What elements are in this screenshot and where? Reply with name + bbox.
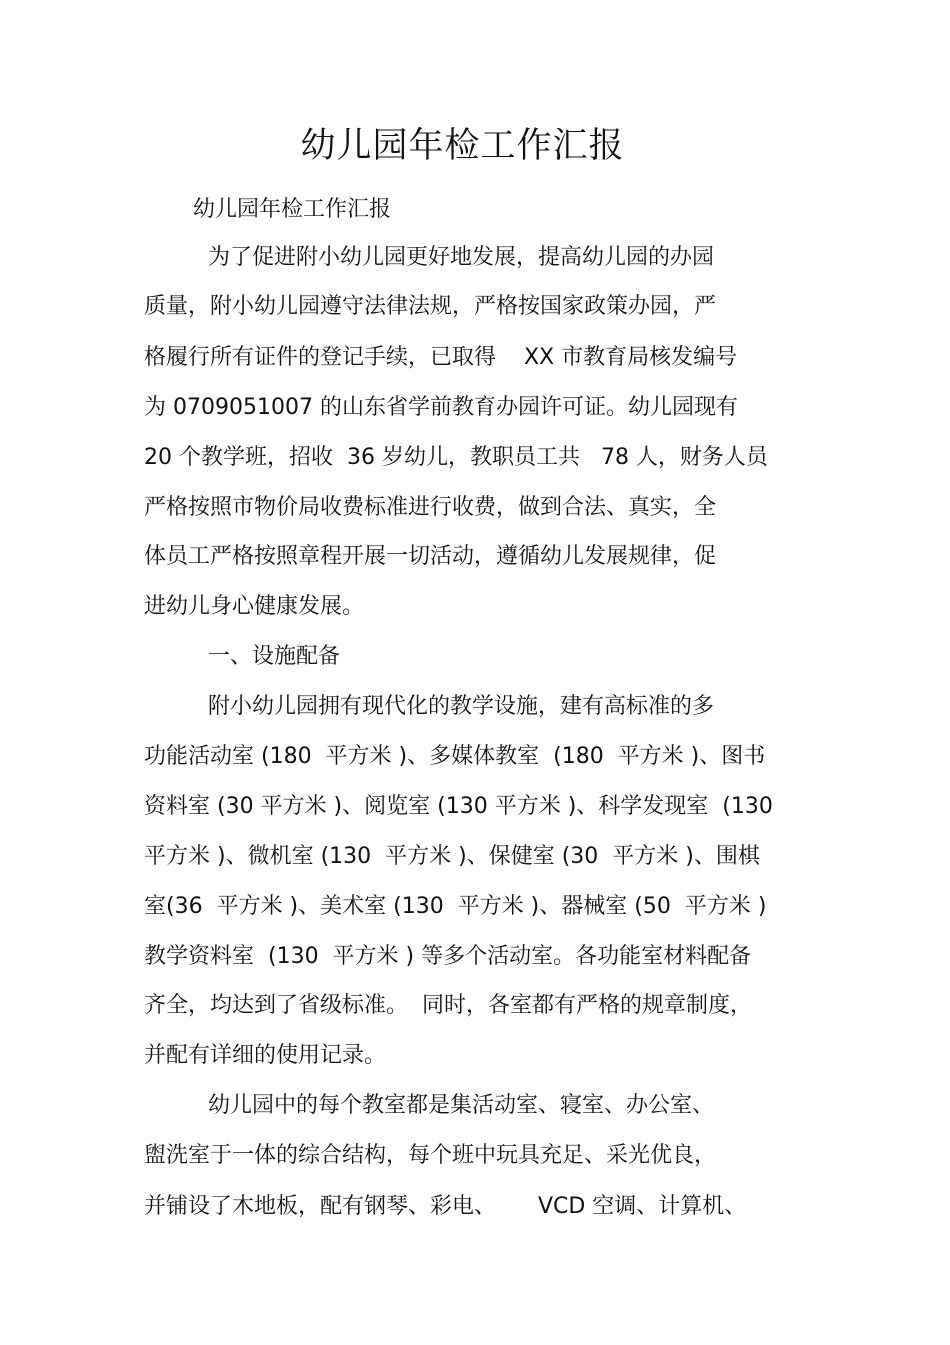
- paragraph-line: 严格按照市物价局收费标准进行收费，做到合法、真实，全: [144, 495, 717, 520]
- paragraph-line: 盥洗室于一体的综合结构，每个班中玩具充足、采光优良，: [144, 1143, 717, 1168]
- paragraph-line: 齐全，均达到了省级标准。 同时，各室都有严格的规章制度，: [144, 993, 752, 1018]
- paragraph-line: 资料室 (30 平方米 )、阅览室 (130 平方米 )、科学发现室 (130: [144, 794, 773, 819]
- paragraph-line: 为了促进附小幼儿园更好地发展，提高幼儿园的办园: [208, 245, 715, 270]
- subtitle-line: 幼儿园年检工作汇报: [193, 197, 392, 222]
- paragraph-line: 体员工严格按照章程开展一切活动，遵循幼儿发展规律，促: [144, 544, 717, 569]
- document-title: 幼儿园年检工作汇报: [300, 126, 625, 166]
- paragraph-line: 进幼儿身心健康发展。: [144, 594, 365, 619]
- paragraph-line: 教学资料室 (130 平方米 ) 等多个活动室。各功能室材料配备: [144, 944, 752, 969]
- paragraph-line: 格履行所有证件的登记手续，已取得 XX 市教育局核发编号: [144, 345, 738, 370]
- paragraph-line: 功能活动室 (180 平方米 )、多媒体教室 (180 平方米 )、图书: [144, 744, 766, 769]
- paragraph-line: 幼儿园中的每个教室都是集活动室、寝室、办公室、: [208, 1093, 715, 1118]
- paragraph-line: 20 个教学班，招收 36 岁幼儿，教职员工共 78 人，财务人员: [144, 445, 768, 470]
- paragraph-line: 平方米 )、微机室 (130 平方米 )、保健室 (30 平方米 )、围棋: [144, 844, 760, 869]
- paragraph-line: 为 0709051007 的山东省学前教育办园许可证。幼儿园现有: [144, 395, 738, 420]
- paragraph-line: 并铺设了木地板，配有钢琴、彩电、 VCD 空调、计算机、: [144, 1194, 747, 1219]
- section-heading: 一、设施配备: [208, 644, 341, 669]
- paragraph-line: 附小幼儿园拥有现代化的教学设施，建有高标准的多: [208, 694, 715, 719]
- paragraph-line: 并配有详细的使用记录。: [144, 1043, 387, 1068]
- paragraph-line: 质量，附小幼儿园遵守法律法规，严格按国家政策办园，严: [144, 294, 717, 319]
- paragraph-line: 室(36 平方米 )、美术室 (130 平方米 )、器械室 (50 平方米 ): [144, 894, 767, 919]
